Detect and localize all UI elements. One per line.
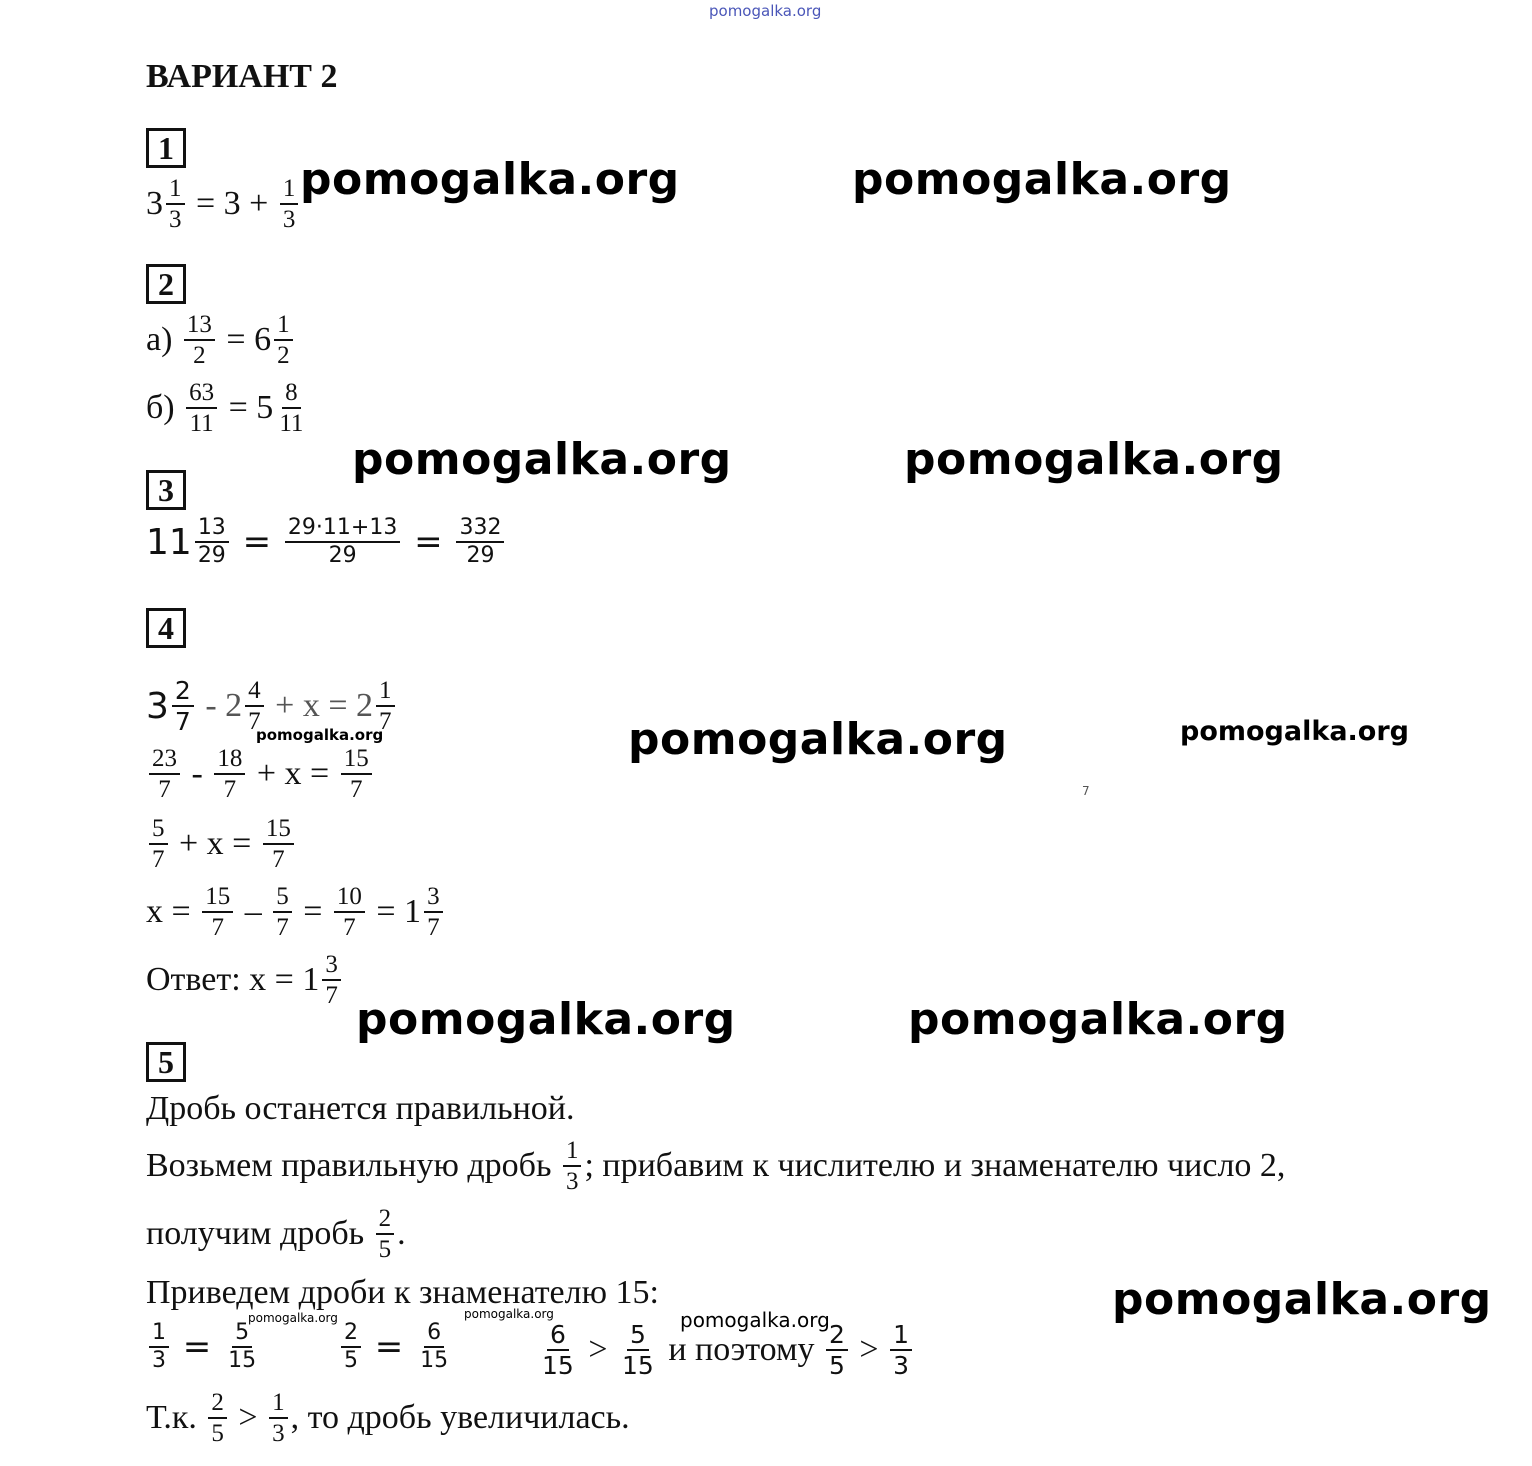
watermark: pomogalka.org xyxy=(680,1308,830,1332)
equation-text: + x = 2 xyxy=(266,687,373,724)
task2-line-b xyxy=(146,378,309,438)
fraction: $\frac{3}{7}$ xyxy=(322,950,341,1010)
item-label: а) xyxy=(146,321,181,358)
answer-text: Ответ: x = 1 xyxy=(146,961,320,998)
task5-comparison-1 xyxy=(146,1320,262,1374)
task5-comparison-2 xyxy=(338,1320,454,1374)
watermark: pomogalka.org xyxy=(904,434,1284,485)
fraction: $\frac{13}{29}$ xyxy=(195,515,229,569)
fraction: $\frac{6}{15}$ xyxy=(542,1320,574,1380)
fraction: $\frac{2}{5}$ xyxy=(341,1320,361,1374)
watermark: pomogalka.org xyxy=(464,1307,554,1321)
equation-text: = 6 xyxy=(217,321,272,358)
fraction: $\frac{23}{7}$ xyxy=(149,744,180,804)
task4-line-3 xyxy=(146,814,297,874)
fraction: $\frac{15}{7}$ xyxy=(263,814,294,874)
watermark: pomogalka.org xyxy=(628,714,1008,765)
task4-answer xyxy=(146,950,344,1010)
watermark: pomogalka.org xyxy=(256,726,384,744)
task4-line-4 xyxy=(146,882,446,942)
fraction: $\frac{1}{2}$ xyxy=(274,310,293,370)
paragraph-text: . xyxy=(397,1215,406,1252)
equation-text: = xyxy=(364,1327,415,1367)
equation-text: = 1 xyxy=(367,893,422,930)
fraction: $\frac{1}{3}$ xyxy=(149,1320,169,1374)
fraction: $\frac{1}{7}$ xyxy=(376,676,395,736)
fraction: $\frac{3}{7}$ xyxy=(424,882,443,942)
fraction: $\frac{15}{7}$ xyxy=(341,744,372,804)
watermark: pomogalka.org xyxy=(1112,1274,1492,1325)
fraction: $\frac{13}{2}$ xyxy=(184,310,215,370)
fraction: $\frac{332}{29}$ xyxy=(456,515,504,569)
fraction: $\frac{1}{3}$ xyxy=(280,174,299,234)
equation-text: = xyxy=(403,522,454,562)
watermark: pomogalka.org xyxy=(356,994,736,1045)
watermark: pomogalka.org xyxy=(300,154,680,205)
equation-text: = 5 xyxy=(220,389,274,426)
task5-conclusion xyxy=(146,1388,630,1448)
fraction: $\frac{15}{7}$ xyxy=(202,882,233,942)
fraction: $\frac{1}{3}$ xyxy=(269,1388,288,1448)
equation-text: + x = xyxy=(170,825,260,862)
equation-text: = xyxy=(172,1327,223,1367)
whole-part: 3 xyxy=(146,685,169,727)
fraction: $\frac{4}{7}$ xyxy=(245,676,264,736)
fraction: $\frac{29\cdot 11+13}{29}$ xyxy=(285,515,400,569)
task-number-1: 1 xyxy=(146,128,186,168)
watermark: pomogalka.org xyxy=(352,434,732,485)
watermark: pomogalka.org xyxy=(852,154,1232,205)
site-watermark-top: pomogalka.org xyxy=(709,2,822,20)
fraction: $\frac{5}{7}$ xyxy=(149,814,168,874)
equation-text: = xyxy=(294,893,331,930)
equation-text: > xyxy=(229,1399,267,1436)
fraction: $\frac{18}{7}$ xyxy=(214,744,245,804)
equation-text: и поэтому xyxy=(659,1331,823,1368)
paragraph-text: Возьмем правильную дробь xyxy=(146,1147,560,1184)
equation-text: = xyxy=(231,522,282,562)
equation-text: > xyxy=(850,1331,888,1368)
fraction: $\frac{1}{3}$ xyxy=(563,1136,582,1196)
task3-line xyxy=(146,515,507,569)
task-number-5: 5 xyxy=(146,1042,186,1082)
fraction: $\frac{6}{15}$ xyxy=(420,1320,449,1373)
watermark: pomogalka.org xyxy=(908,994,1288,1045)
fraction: $\frac{8}{11}$ xyxy=(279,379,304,437)
equation-text: – xyxy=(236,893,271,930)
task-number-3: 3 xyxy=(146,470,186,510)
whole-part: 3 xyxy=(146,185,163,222)
task-number-2: 2 xyxy=(146,264,186,304)
task2-line-a xyxy=(146,310,296,370)
equation-text: - xyxy=(183,755,212,792)
task5-paragraph-3 xyxy=(146,1204,406,1264)
fraction: $\frac{63}{11}$ xyxy=(186,378,217,438)
equation-text: > xyxy=(579,1331,616,1368)
task-number-4: 4 xyxy=(146,608,186,648)
watermark: pomogalka.org xyxy=(248,1311,338,1325)
fraction: $\frac{2}{5}$ xyxy=(826,1320,848,1380)
fraction: $\frac{5}{15}$ xyxy=(622,1320,654,1380)
equation-text: x = xyxy=(146,893,200,930)
equation-text: - 2 xyxy=(196,687,243,724)
task5-paragraph-1: Дробь останется правильной. xyxy=(146,1090,575,1127)
fraction: $\frac{10}{7}$ xyxy=(334,882,365,942)
task1-line xyxy=(146,174,301,234)
equation-text: + x = xyxy=(248,755,338,792)
paragraph-text: ; прибавим к числителю и знаменателю число 2, xyxy=(584,1147,1286,1184)
item-label: б) xyxy=(146,389,184,426)
whole-part: 11 xyxy=(146,521,192,563)
watermark: pomogalka.org xyxy=(1180,716,1409,747)
fraction: $\frac{2}{7}$ xyxy=(172,676,194,736)
task5-paragraph-4: Приведем дроби к знаменателю 15: xyxy=(146,1274,659,1311)
task5-paragraph-2 xyxy=(146,1136,1285,1196)
task4-line-2 xyxy=(146,744,375,804)
fraction: $\frac{1}{3}$ xyxy=(166,174,185,234)
fraction: $\frac{1}{3}$ xyxy=(890,1320,912,1380)
fraction: $\frac{2}{5}$ xyxy=(376,1204,395,1264)
paragraph-text: , то дробь увеличилась. xyxy=(290,1399,630,1436)
page-title: ВАРИАНТ 2 xyxy=(146,58,338,95)
fraction: $\frac{2}{5}$ xyxy=(208,1388,227,1448)
paragraph-text: Т.к. xyxy=(146,1399,206,1436)
fraction: $\frac{5}{15}$ xyxy=(228,1320,257,1373)
equation-text: = 3 + xyxy=(187,185,277,222)
fraction: $\frac{5}{7}$ xyxy=(273,882,292,942)
paragraph-text: получим дробь xyxy=(146,1215,373,1252)
stray-mark: 7 xyxy=(1082,784,1090,798)
